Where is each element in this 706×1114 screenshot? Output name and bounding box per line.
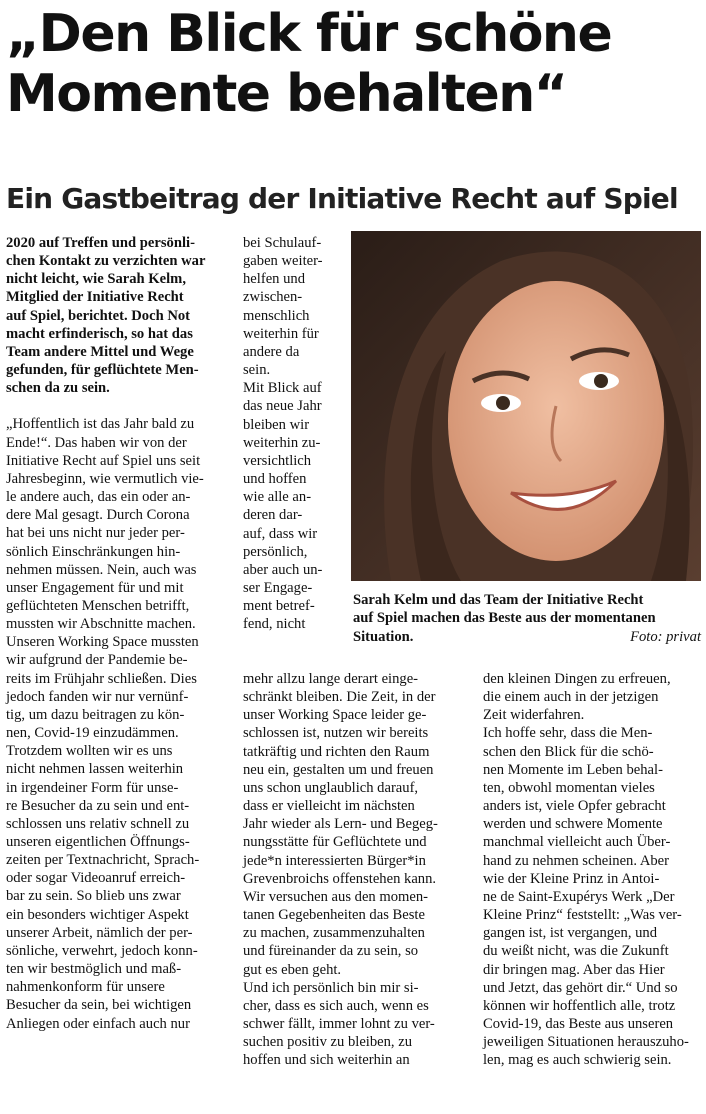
text-line: wie der Kleine Prinz in Antoi- [483,870,660,887]
text-line: bleiben wir [243,416,310,433]
text-line: helfen und [243,271,306,288]
headline-line-2: Momente behalten“ [6,64,567,124]
text-line: Initiative Recht auf Spiel uns seit [6,452,201,469]
text-line: ser Engage- [243,579,313,596]
text-line: Besucher da sein, bei wichtigen [6,997,192,1014]
text-line: „Hoffentlich ist das Jahr bald zu [6,416,195,433]
text-line: du weißt nicht, was die Zukunft [483,943,669,960]
text-line: ne de Saint-Exupérys Werk „Der [483,888,675,905]
subheadline: Ein Gastbeitrag der Initiative Recht auf Spiel [6,182,678,215]
text-line: wie alle an- [243,489,312,506]
text-line: wir aufgrund der Pandemie be- [6,652,188,669]
text-line: tig, um dazu beitragen zu kön- [6,706,185,723]
text-line: das neue Jahr [243,398,322,415]
article-column-2-bottom [243,670,479,1069]
text-line: Wir versuchen aus den momen- [243,888,429,905]
text-line: manchmal vielleicht auch Über- [483,834,671,851]
caption-line-1: Sarah Kelm und das Team der Initiative Recht [353,592,644,608]
text-line: Trotzdem wollten wir es uns [6,743,173,760]
text-line: Mitglied der Initiative Recht [6,289,184,306]
text-line: oder sogar Videoanruf erreich- [6,870,186,887]
text-line: ten wir bestmöglich und maß- [6,961,182,978]
text-line: hat bei uns nicht nur jeder per- [6,525,185,542]
text-line: reits im Frühjahr schließen. Dies [6,670,197,687]
text-line: ment betref- [243,598,315,615]
text-line: jedoch fanden wir nur vernünf- [6,688,189,705]
text-line: ten, obwohl momentan vieles [483,779,655,796]
text-line: mussten wir Abschnitte machen. [6,616,196,633]
portrait-illustration [351,231,701,581]
text-line: weiterhin für [243,325,319,342]
text-line: Grevenbroichs offenstehen kann. [243,870,437,887]
text-line: deren dar- [243,507,303,524]
text-line: dir bringen mag. Aber das Hier [483,961,665,978]
text-line: nicht leicht, wie Sarah Kelm, [6,271,186,288]
text-line: le andere auch, das ein oder an- [6,489,191,506]
photo-caption [353,591,701,646]
text-line: macht erfinderisch, so hat das [6,325,193,342]
text-line: dere Mal gesagt. Durch Corona [6,507,190,524]
body-column-3 [483,670,705,1069]
text-line: hoffen und sich weiterhin an [243,1052,410,1069]
text-line: bar zu sein. So blieb uns zwar [6,888,181,905]
text-line: dass er vielleicht im nächsten [243,798,415,815]
article-column-2-top [243,234,343,633]
text-line: suchen positiv zu bleiben, zu [243,1034,413,1051]
text-line: in irgendeiner Form für unse- [6,779,179,796]
caption-text-3: Situation. [353,628,414,645]
text-line: Jahr wieder als Lern- und Begeg- [243,816,438,833]
text-line: und Jetzt, das gehört dir.“ Und so [483,979,678,996]
text-line: tanen Gegebenheiten das Beste [243,907,425,924]
caption-line-2: auf Spiel machen das Beste aus der momentanen [353,610,656,627]
text-line: tatkräftig und richten den Raum [243,743,430,760]
text-line: 2020 auf Treffen und persönli- [6,235,195,251]
text-line: versichtlich [243,452,312,469]
text-line: schränkt bleiben. Die Zeit, in der [243,689,436,706]
text-line: gangen ist, ist vergangen, und [483,925,658,942]
lead-paragraph [6,234,231,397]
text-line: die einem auch in der jetzigen [483,689,659,706]
text-line: sönliche, verwehrt, jedoch konn- [6,942,198,959]
text-line: re Besucher da zu sein und ent- [6,797,190,814]
text-line: cher, dass es sich auch, wenn es [243,997,429,1014]
text-line: bei Schulauf- [243,235,322,251]
photo-credit: Foto: privat [630,628,701,645]
body-column-2-bottom [243,670,479,1069]
text-line: ein besonders wichtiger Aspekt [6,906,189,923]
text-line: weiterhin zu- [243,434,321,451]
text-line: Ende!“. Das haben wir von der [6,434,187,451]
text-line: Jahresbeginn, wie vermutlich vie- [6,470,204,487]
headline-line-1: „Den Blick für schöne [6,4,612,64]
text-line: zwischen- [243,289,303,306]
text-line: schen da zu sein. [6,380,110,397]
text-line: fend, nicht [243,616,306,633]
text-line: schlossen ist, nutzen wir bereits [243,725,429,742]
text-line: Und ich persönlich bin mir si- [243,979,419,996]
text-line: aber auch un- [243,561,323,578]
text-line: len, mag es auch schwierig sein. [483,1052,672,1069]
headline [6,4,706,124]
caption-line-3 [353,628,701,646]
portrait-photo [351,231,701,581]
text-line: persönlich, [243,543,308,560]
article-column-1 [6,234,231,1033]
text-line: nicht nehmen lassen weiterhin [6,761,184,778]
body-column-2-top [243,234,343,633]
text-line: uns schon unglaublich darauf, [243,779,419,796]
text-line: geflüchteten Menschen betrifft, [6,597,190,614]
text-line: schwer fällt, immer lohnt zu ver- [243,1015,435,1032]
text-line: Kleine Prinz“ feststellt: „Was ver- [483,907,682,924]
body-column-1 [6,415,231,1032]
text-line: und füreinander da zu sein, so [243,943,419,960]
article-column-3 [483,670,705,1069]
text-line: gut es eben geht. [243,961,342,978]
text-line: zeiten per Textnachricht, Sprach- [6,852,200,869]
text-line: zu machen, zusammenzuhalten [243,925,425,942]
text-line: den kleinen Dingen zu erfreuen, [483,671,671,687]
text-line: und hoffen [243,471,307,488]
text-line: nahmenkonform für unsere [6,979,165,996]
text-line: sein. [243,362,271,379]
text-line: nen Momente im Leben behal- [483,761,663,778]
text-line: Zeit widerfahren. [483,707,585,724]
text-line: Covid-19, das Beste aus unseren [483,1015,674,1032]
text-line: unseren eigentlichen Öffnungs- [6,834,190,850]
text-line: jede*n interessierten Bürger*in [243,852,426,869]
text-line: nen, Covid-19 einzudämmen. [6,725,179,742]
text-line: gaben weiter- [243,253,323,270]
text-line: sönlich Einschränkungen hin- [6,543,181,560]
text-line: nungsstätte für Geflüchtete und [243,834,427,851]
text-line: chen Kontakt zu verzichten war [6,253,206,270]
text-line: andere da [243,343,300,360]
text-line: unserer Arbeit, nämlich der per- [6,924,193,941]
text-line: Team andere Mittel und Wege [6,343,194,360]
text-line: können wir hoffentlich alle, trotz [483,997,676,1014]
text-line: Mit Blick auf [243,380,322,397]
text-line: jeweiligen Situationen herauszuho- [483,1034,689,1051]
text-line: werden und schwere Momente [483,816,663,833]
text-line: mehr allzu lange derart einge- [243,671,419,687]
text-line: schen den Blick für die schö- [483,743,654,760]
text-line: unser Engagement für und mit [6,579,184,596]
text-line: menschlich [243,307,310,324]
text-line: auf, dass wir [243,525,318,542]
text-line: neu ein, gestalten um und freuen [243,761,434,778]
text-line: nehmen müssen. Nein, auch was [6,561,197,578]
text-line: schlossen uns relativ schnell zu [6,815,190,832]
text-line: hand zu nehmen scheinen. Aber [483,852,670,869]
text-line: anders ist, viele Opfer gebracht [483,798,666,815]
text-line: auf Spiel, berichtet. Doch Not [6,307,191,324]
text-line: Anliegen oder einfach auch nur [6,1015,190,1032]
text-line: unser Working Space leider ge- [243,707,427,724]
text-line: gefunden, für geflüchtete Men- [6,362,199,379]
text-line: Ich hoffe sehr, dass die Men- [483,725,653,742]
text-line: Unseren Working Space mussten [6,634,199,651]
